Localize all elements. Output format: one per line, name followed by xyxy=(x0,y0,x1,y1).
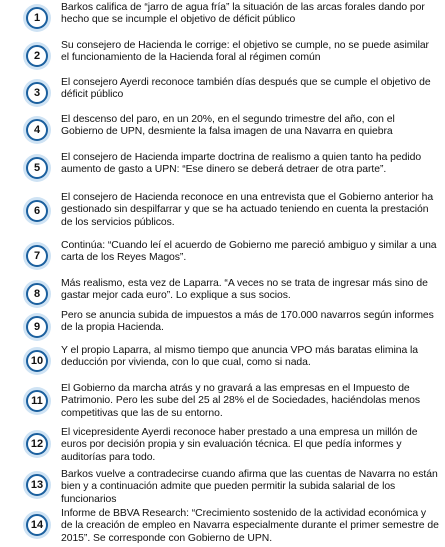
number-badge xyxy=(26,474,48,496)
item-text: Informe de BBVA Research: “Crecimiento sostenido de la actividad económica y de la creación de empleo en Navarra especialmente durante el primer semestre de 2015”. Se corresponde con Gobierno de UPN. xyxy=(61,508,439,544)
item-text: El consejero de Hacienda imparte doctrina de realismo a quien tanto ha pedido aumento de gasto a UPN: “Ese dinero se deberá detraer de otra parte”. xyxy=(61,152,422,176)
number-badge xyxy=(26,45,48,67)
number-badge xyxy=(26,350,48,372)
item-text: El Gobierno da marcha atrás y no gravará a las empresas en el Impuesto de Patrimonio. Pero les sube del 25 al 28% el de Sociedades, haciéndolas menos competitivas que las de su entorno. xyxy=(61,383,420,419)
item-number: 6 xyxy=(33,205,41,217)
item-number: 9 xyxy=(33,321,41,333)
number-badge xyxy=(26,514,48,536)
number-badge xyxy=(26,283,48,305)
number-badge xyxy=(26,245,48,267)
item-number: 3 xyxy=(33,87,41,99)
item-number: 10 xyxy=(30,355,44,367)
item-text: Pero se anuncia subida de impuestos a más de 170.000 navarros según informes de la propia Hacienda. xyxy=(61,310,434,334)
item-text: El vicepresidente Ayerdi reconoce haber prestado a una empresa un millón de euros por decisión propia y sin evaluación técnica. El que pedía informes y auditorías para todo. xyxy=(61,427,418,463)
number-badge xyxy=(26,433,48,455)
item-number: 14 xyxy=(30,519,44,531)
item-text: Barkos vuelve a contradecirse cuando afirma que las cuentas de Navarra no están bien y a continuación admite que pueden permitir la subida salarial de los funcionarios xyxy=(61,469,438,505)
item-number: 13 xyxy=(30,479,44,491)
item-number: 7 xyxy=(33,250,41,262)
item-number: 4 xyxy=(33,124,41,136)
item-number: 11 xyxy=(31,395,43,407)
item-text: El descenso del paro, en un 20%, en el segundo trimestre del año, con el Gobierno de UPN, desmiente la falsa imagen de una Navarra en quiebra xyxy=(61,114,395,138)
item-text: Continúa: “Cuando leí el acuerdo de Gobierno me pareció ambiguo y similar a una carta de los Reyes Magos”. xyxy=(61,240,437,264)
number-badge xyxy=(26,82,48,104)
number-badge xyxy=(26,316,48,338)
number-badge xyxy=(26,200,48,222)
item-number: 1 xyxy=(33,12,41,24)
number-badge xyxy=(26,7,48,29)
item-number: 2 xyxy=(33,50,41,62)
number-badge xyxy=(26,390,48,412)
item-text: El consejero Ayerdi reconoce también días después que se cumple el objetivo de déficit público xyxy=(61,77,431,101)
number-badge xyxy=(26,119,48,141)
number-badge xyxy=(26,157,48,179)
item-text: Más realismo, esta vez de Laparra. “A veces no se trata de ingresar más sino de gastar mejor cada euro”. Lo explique a sus socios. xyxy=(61,278,428,302)
item-number: 12 xyxy=(30,438,44,450)
item-text: Barkos califica de “jarro de agua fría” la situación de las arcas forales dando por hecho que se incumple el objetivo de déficit público xyxy=(61,2,425,26)
item-text: Y el propio Laparra, al mismo tiempo que anuncia VPO más baratas elimina la deducción por vivienda, con lo que cual, como si nada. xyxy=(61,345,419,369)
item-number: 8 xyxy=(33,288,41,300)
item-text: El consejero de Hacienda reconoce en una entrevista que el Gobierno anterior ha gestionado sin despilfarrar y que se ha actuado teniendo en cuenta la prestación de los servicios públicos. xyxy=(61,192,434,228)
item-number: 5 xyxy=(33,162,41,174)
item-text: Su consejero de Hacienda le corrige: el objetivo se cumple, no se puede asimilar el funcionamiento de la Hacienda foral al régimen común xyxy=(61,40,429,64)
